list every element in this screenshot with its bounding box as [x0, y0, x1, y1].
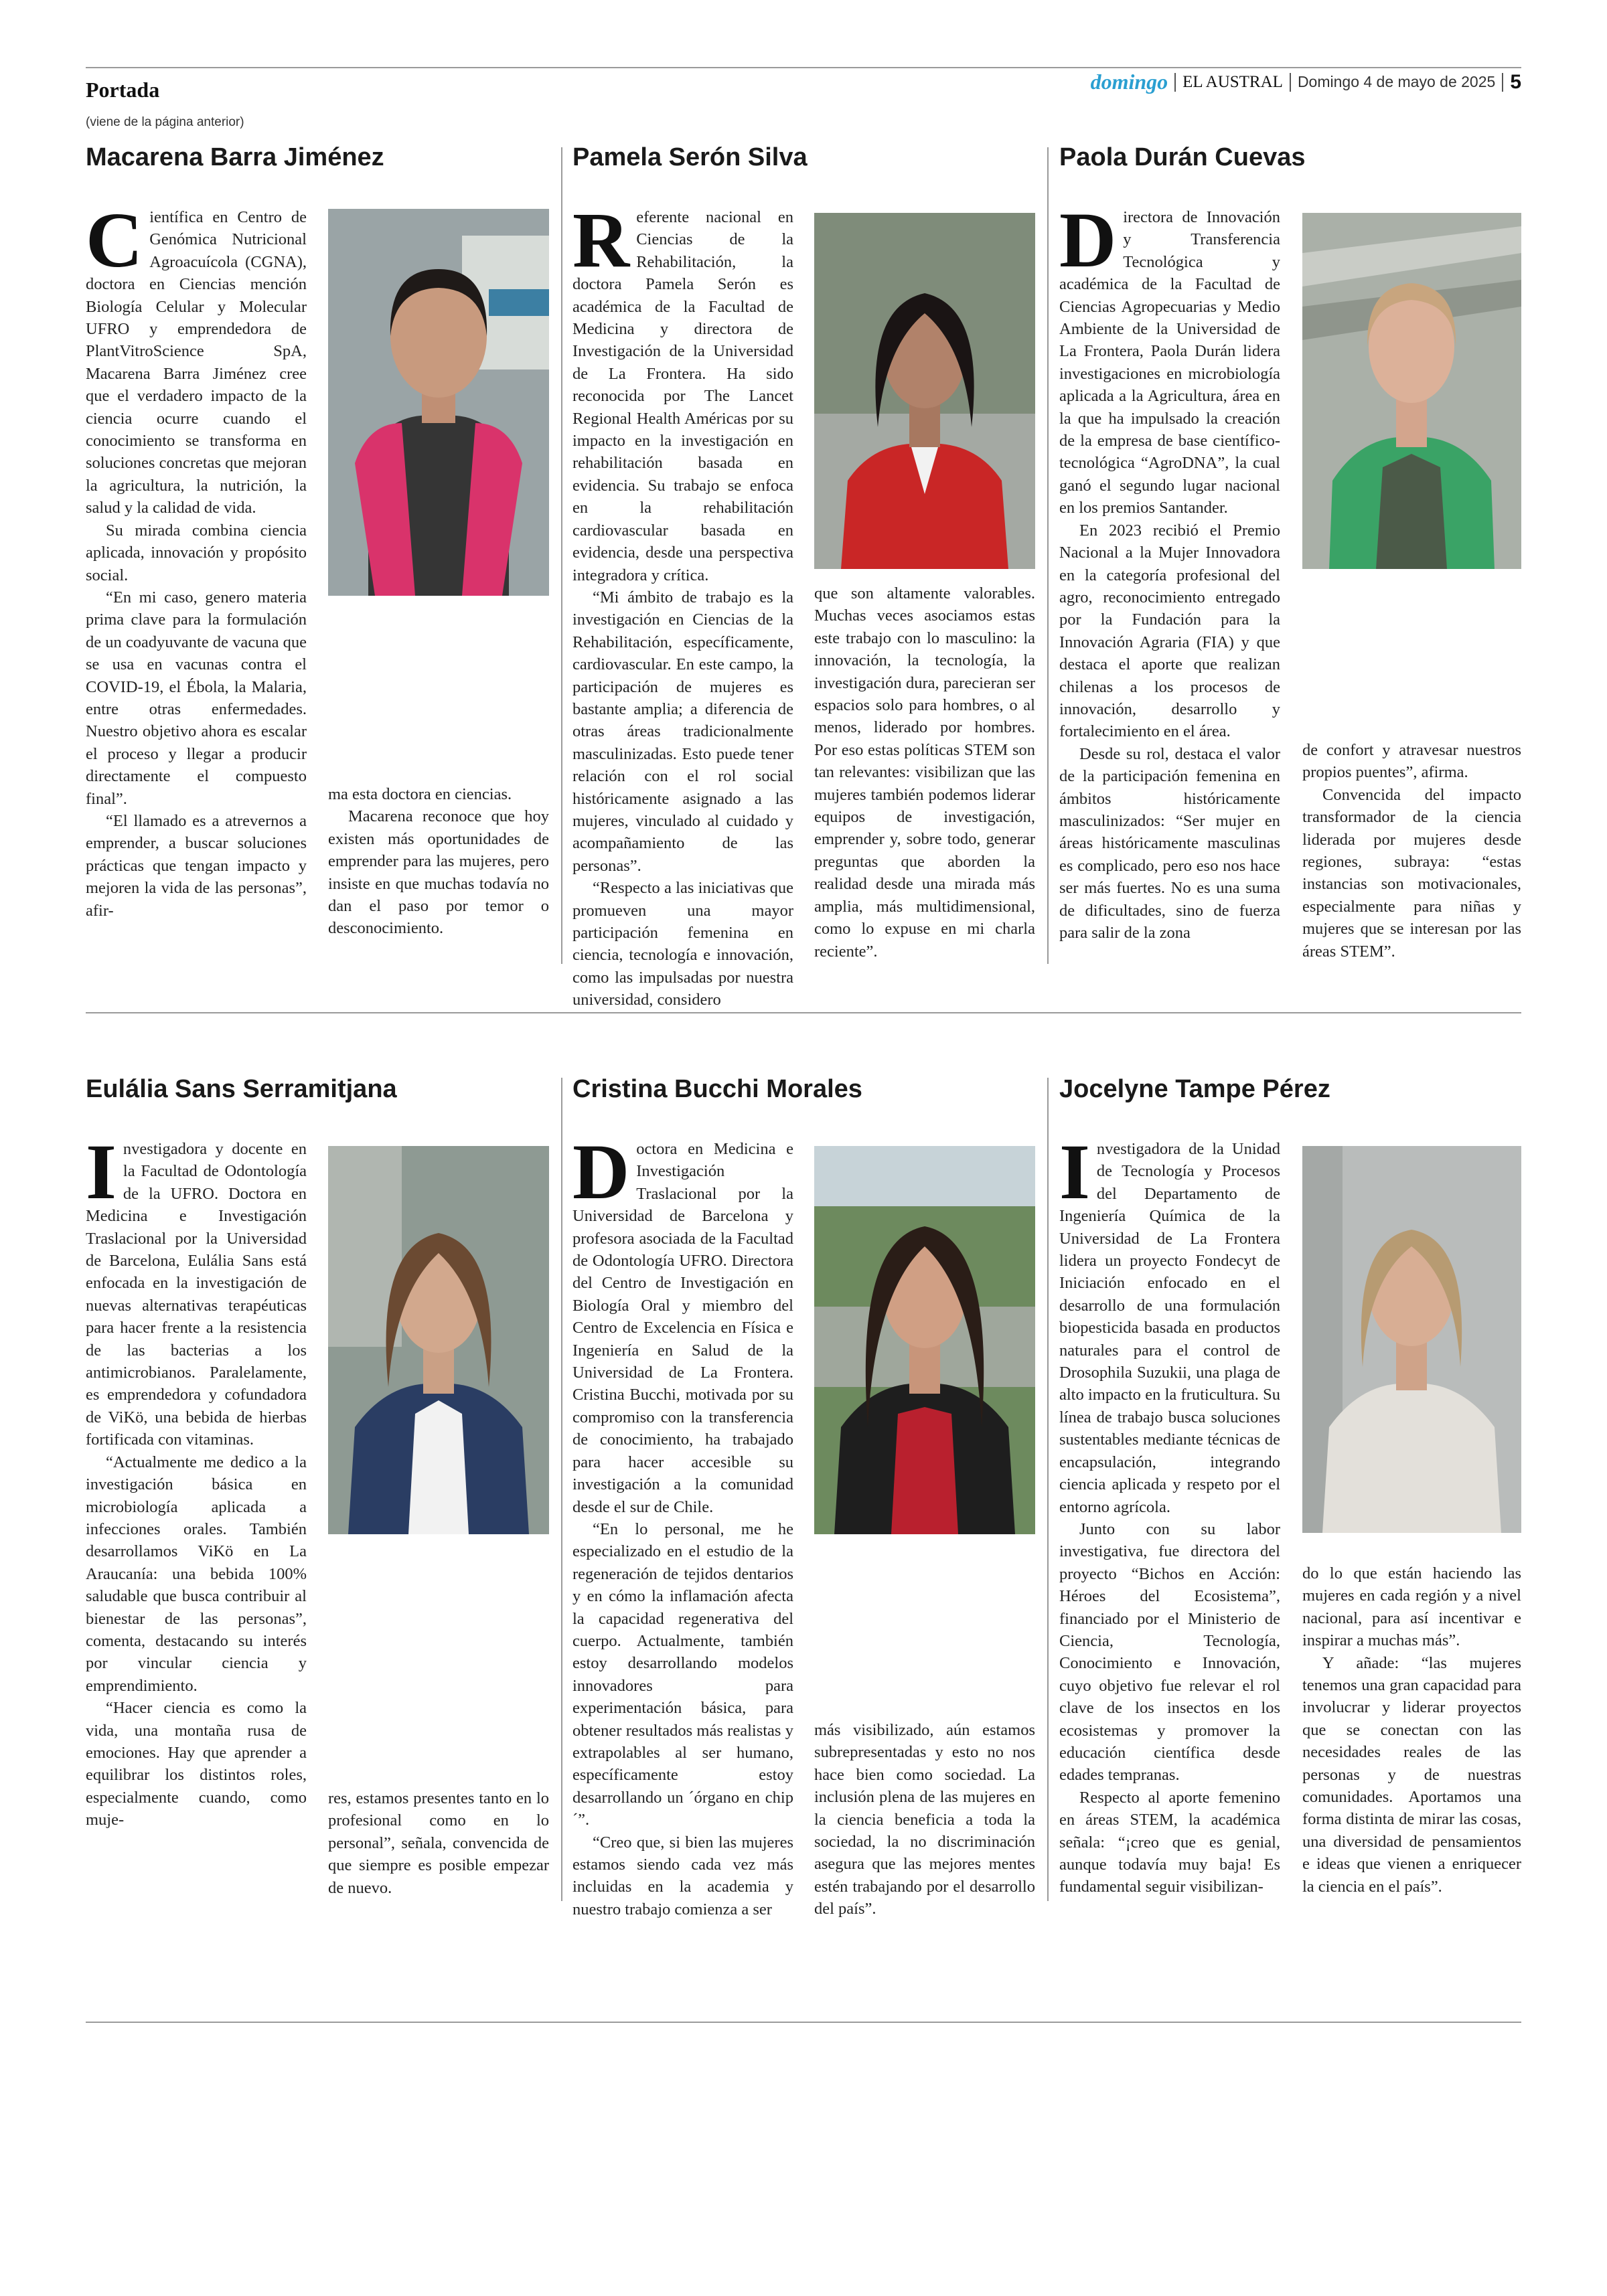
profile-text-col1 — [1059, 1128, 1280, 1908]
paragraph: eferente nacional en Ciencias de la Rehabilitación, la doctora Pamela Serón es académica de la Facultad de Medicina y directora de Investigación de la Universidad de La Frontera. Ha sido reconocida por The Lancet Regional Health Américas por su impacto en la investigación en rehabilitación basada en evidencia. Su trabajo se enfoca en la rehabilitación cardiovascular basada en evidencia, desde una perspectiva integradora y crítica. — [572, 208, 793, 584]
profile-name: Paola Durán Cuevas — [1059, 143, 1306, 171]
newspaper-name: EL AUSTRAL — [1182, 72, 1283, 91]
page-number: 5 — [1510, 70, 1521, 93]
top-rule — [86, 67, 1521, 68]
paragraph: Junto con su labor investigativa, fue directora del proyecto “Bichos en Acción: Héroes del Ecosistema”, financiado por el Ministerio de Ciencia, Tecnología, Conocimiento e Innovación, cuyo objetivo fue relevar el rol clave de los insectos en los ecosistemas y promover la educación científica desde edades tempranas. — [1059, 1520, 1280, 1785]
profile-name: Macarena Barra Jiménez — [86, 143, 384, 171]
paragraph: Respecto al aporte femenino en áreas STEM, la académica señala: “¡creo que es genial, aunque todavía muy baja! Es fundamental seguir visibilizan- — [1059, 1788, 1280, 1896]
paragraph: “Mi ámbito de trabajo es la investigación en Ciencias de la Rehabilitación, específicamente, cardiovascular. En este campo, la participación de mujeres es bastante amplia; a diferencia de otras áreas tradicionalmente masculinizadas. Esto puede tener relación con el rol social históricamente asignado a las mujeres, vinculado al cuidado y acompañamiento de las personas”. — [572, 588, 793, 875]
profile-name: Eulália Sans Serramitjana — [86, 1075, 397, 1103]
portrait-pamela-seron — [814, 213, 1035, 569]
paragraph: “Creo que, si bien las mujeres estamos siendo cada vez más incluidas en la academia y nuestro trabajo comienza a ser — [572, 1833, 793, 1918]
paragraph: do lo que están haciendo las mujeres en cada región y a nivel nacional, para así incentivar e inspirar a muchas más”. — [1302, 1564, 1521, 1650]
column-divider — [561, 1078, 562, 1901]
paragraph: de confort y atravesar nuestros propios puentes”, afirma. — [1302, 741, 1521, 782]
column-divider — [1047, 1078, 1049, 1901]
masthead-separator — [1290, 73, 1291, 92]
paragraph: “En lo personal, me he especializado en el estudio de la regeneración de tejidos dentarios y en cómo la inflamación afecta la capacidad regenerativa del cuerpo. Actualmente, también estoy desarrollando modelos innovadores para experimentación básica, para obtener resultados más realistas y extrapolables al ser humano, específicamente estoy desarrollando un ´órgano en chip´”. — [572, 1520, 793, 1829]
continued-note: (viene de la página anterior) — [86, 115, 244, 129]
profile-text-col2 — [1302, 739, 1521, 971]
profile-name: Pamela Serón Silva — [572, 143, 808, 171]
column-divider — [1047, 147, 1049, 964]
paragraph: Su mirada combina ciencia aplicada, innovación y propósito social. — [86, 521, 307, 584]
paragraph: Convencida del impacto transformador de la ciencia liderada por mujeres desde regiones, subraya: “estas instancias son motivacionales, especialmente para niñas y mujeres que se interesan por las áreas STEM”. — [1302, 785, 1521, 961]
drop-cap: I — [86, 1128, 117, 1216]
paragraph: más visibilizado, aún estamos subrepresentadas y esto no nos hace bien como sociedad. La inclusión plena de las mujeres en la ciencia beneficia a toda la sociedad, la no discriminación asegura que las mejores mentes estén trabajando por el desarrollo del país”. — [814, 1721, 1035, 1918]
brand-logo: domingo — [1090, 70, 1168, 94]
drop-cap: D — [1059, 196, 1117, 284]
paragraph: que son altamente valorables. Muchas veces asociamos estas este trabajo con lo masculino: la innovación, la tecnología, la investigación dura, parecieran ser espacios solo para hombres, o al menos, liderado por hombres. Por eso estas políticas STEM son tan relevantes: visibilizan que las mujeres también podemos liderar equipos de investigación, emprender y, sobre todo, generar preguntas que aborden la realidad desde una mirada más amplia, más multidimensional, como lo expuse en mi charla reciente”. — [814, 584, 1035, 961]
masthead — [1091, 70, 1521, 94]
paragraph: res, estamos presentes tanto en lo profesional como en lo personal”, señala, convencida de que siempre es posible empezar de nuevo. — [328, 1789, 549, 1897]
column-divider — [561, 147, 562, 964]
profile-text-col1 — [572, 1128, 793, 1918]
paragraph: Desde su rol, destaca el valor de la participación femenina en ámbitos históricamente masculinizados: “Ser mujer en áreas históricamente masculinas es complicado, pero eso nos hace ser más fuertes. No es una suma de dificultades, sino de fuerza para salir de la zona — [1059, 744, 1280, 942]
paragraph: nvestigadora de la Unidad de Tecnología y Procesos del Departamento de Ingeniería Química de la Universidad de La Frontera lidera un proyecto Fondecyt de Iniciación enfocado en el desarrollo de una formulación biopesticida basada en productos naturales para el control de Drosophila Suzukii, una plaga de alto impacto en la fruticultura. Su línea de trabajo busca soluciones sustentables mediante técnicas de encapsulación, integrando ciencia aplicada y respeto por el entorno agrícola. — [1059, 1140, 1280, 1516]
portrait-photo — [814, 213, 1035, 569]
drop-cap: I — [1059, 1128, 1090, 1216]
portrait-photo — [328, 1146, 549, 1534]
portrait-jocelyne-tampe — [1302, 1146, 1521, 1533]
profile-text-col1 — [572, 196, 793, 1009]
section-label: Portada — [86, 78, 160, 102]
paragraph: Macarena reconoce que hoy existen más oportunidades de emprender para las mujeres, pero insiste en que muchas todavía no dan el paso por temor o desconocimiento. — [328, 807, 549, 938]
profile-text-col1 — [1059, 196, 1280, 969]
profile-text-col2 — [814, 1719, 1035, 1918]
paragraph: ma esta doctora en ciencias. — [328, 785, 512, 803]
profile-text-col1 — [86, 1128, 307, 1908]
paragraph: “Actualmente me dedico a la investigación básica en microbiología aplicada a infecciones orales. También desarrollamos ViKö en La Araucanía: una bebida 100% saludable que busca contribuir al bienestar de las personas”, comenta, destacando su interés por vincular ciencia y emprendimiento. — [86, 1453, 307, 1695]
profile-text-col2 — [328, 1787, 549, 1908]
paragraph: ientífica en Centro de Genómica Nutricional Agroacuícola (CGNA), doctora en Ciencias mención Biología Celular y Molecular UFRO y emprendedora de PlantVitroScience SpA, Macarena Barra Jiménez cree que el verdadero impacto de la ciencia ocurre cuando el conocimiento se transforma en soluciones concretas que mejoran la agricultura, la nutrición, la salud y la calidad de vida. — [86, 208, 307, 517]
paragraph: En 2023 recibió el Premio Nacional a la Mujer Innovadora en la categoría profesional del agro, reconocimiento entregado por la Fundación para la Innovación Agraria (FIA) y que destaca el aporte que realizan chilenas a los procesos de innovación, desarrollo y fortalecimiento en el área. — [1059, 521, 1280, 741]
paragraph: “En mi caso, genero materia prima clave para la formulación de un coadyuvante de vacuna que se usa en vacunas contra el COVID-19, el Ébola, la Malaria, entre otras enfermedades. Nuestro objetivo ahora es escalar el proceso y llegar a producir directamente el compuesto final”. — [86, 588, 307, 808]
portrait-photo — [328, 209, 549, 596]
portrait-macarena-barra — [328, 209, 549, 596]
profile-text-col1 — [86, 196, 307, 969]
masthead-separator — [1502, 73, 1503, 92]
paragraph: “El llamado es a atrevernos a emprender, a buscar soluciones prácticas que tengan impacto y mejoren la vida de las personas”, afir- — [86, 811, 307, 920]
portrait-photo — [1302, 213, 1521, 569]
drop-cap: R — [572, 196, 630, 284]
profile-name: Cristina Bucchi Morales — [572, 1075, 862, 1103]
drop-cap: C — [86, 196, 143, 284]
paragraph: nvestigadora y docente en la Facultad de Odontología de la UFRO. Doctora en Medicina e Investigación Traslacional por la Universidad de Barcelona, Eulália Sans está enfocada en la investigación de nuevas alternativas terapéuticas para hacer frente a la resistencia de las bacterias a los antimicrobianos. Paralelamente, es emprendedora y cofundadora de ViKö, una bebida de hierbas fortificada con vitaminas. — [86, 1140, 307, 1449]
paragraph: octora en Medicina e Investigación Traslacional por la Universidad de Barcelona y profesora asociada de la Facultad de Odontología UFRO. Directora del Centro de Investigación en Biología Oral y miembro del Centro de Excelencia en Física e Ingeniería en Salud de la Universidad de La Frontera. Cristina Bucchi, motivada por su compromiso con la transferencia de conocimiento, ha trabajado para hacer accesible su investigación a la comunidad desde el sur de Chile. — [572, 1140, 793, 1516]
portrait-eulalia-sans — [328, 1146, 549, 1534]
profile-text-col2 — [1302, 1562, 1521, 1908]
portrait-cristina-bucchi — [814, 1146, 1035, 1534]
portrait-photo — [1302, 1146, 1521, 1533]
portrait-photo — [814, 1146, 1035, 1534]
bottom-rule — [86, 2022, 1521, 2023]
profile-text-col2 — [814, 582, 1035, 971]
portrait-paola-duran — [1302, 213, 1521, 569]
row-rule — [86, 1012, 1521, 1013]
profile-name: Jocelyne Tampe Pérez — [1059, 1075, 1330, 1103]
profile-text-col2 — [328, 783, 549, 971]
paragraph: “Respecto a las iniciativas que promueven una mayor participación femenina en ciencia, tecnología e innovación, como las impulsadas por nuestra universidad, considero — [572, 879, 793, 1009]
masthead-separator — [1174, 73, 1176, 92]
paragraph: Y añade: “las mujeres tenemos una gran capacidad para involucrar y liderar proyectos que se conectan con las necesidades reales de las personas y de nuestras comunidades. Aportamos una forma distinta de mirar las cosas, una diversidad de pensamientos e ideas que vienen a enriquecer la ciencia en el país”. — [1302, 1653, 1521, 1896]
paragraph: “Hacer ciencia es como la vida, una montaña rusa de emociones. Hay que aprender a equilibrar los distintos roles, especialmente cuando, como muje- — [86, 1699, 307, 1829]
drop-cap: D — [572, 1128, 630, 1216]
paragraph: irectora de Innovación y Transferencia Tecnológica y académica de la Facultad de Ciencias Agropecuarias y Medio Ambiente de la Universidad de La Frontera, Paola Durán lidera investigaciones en microbiología aplicada a la Agricultura, área en la que ha impulsado la creación de la empresa de base científico-tecnológica “AgroDNA”, la cual ganó el segundo lugar nacional en los premios Santander. — [1059, 208, 1280, 517]
issue-date: Domingo 4 de mayo de 2025 — [1297, 73, 1496, 90]
